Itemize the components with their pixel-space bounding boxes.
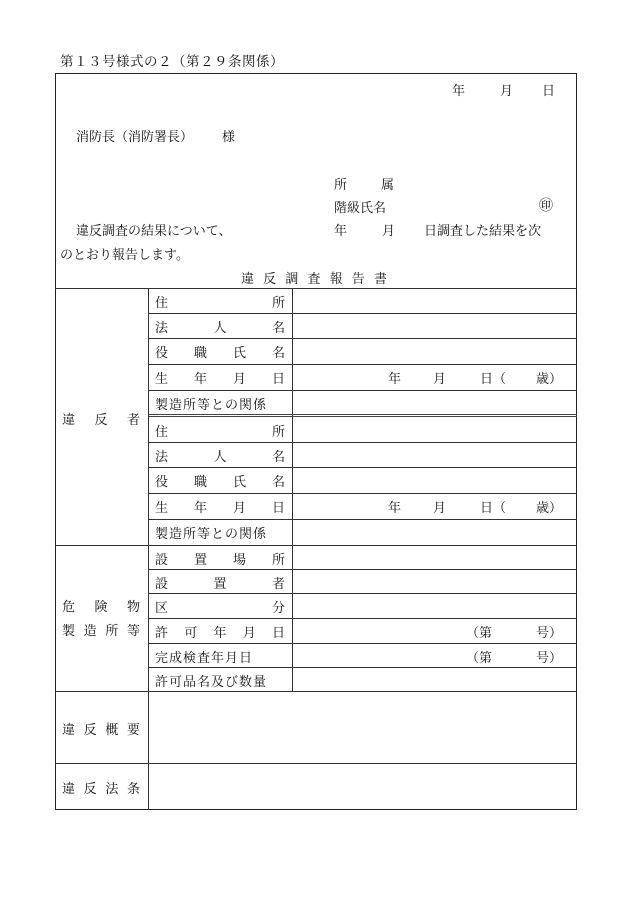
inspection-date-label: 完成検査年月日 [155,651,254,666]
body-line1-part1: 違反調査の結果について、 [76,224,232,239]
row-divider [148,390,577,391]
date-year: 年 [452,84,466,99]
section-divider [55,763,577,764]
person-separator [148,414,577,417]
section-divider [55,545,577,546]
body-line1-month: 月 [382,224,396,239]
birthdate-label: 生 年 月 日 [155,501,285,516]
body-line2: のとおり報告します。 [60,248,189,263]
corporation-name-label: 法 人 名 [155,321,285,336]
violator-heading: 違 反 者 [62,413,140,428]
row-divider [148,493,577,494]
row-divider [148,364,577,365]
column-divider [148,288,149,810]
row-divider [148,467,577,468]
date-day: 日 [542,84,556,99]
permit-number-close: 号） [536,626,563,641]
facility-heading-line2: 製 造 所 等 [62,624,140,639]
corporation-name-label: 法 人 名 [155,450,285,465]
report-title: 違 反 調 査 報 告 書 [241,272,387,287]
rank-name-label: 階級氏名 [334,201,387,216]
address-label: 住 所 [155,296,285,311]
row-divider [148,569,577,570]
row-divider [148,618,577,619]
category-label: 区 分 [155,601,285,616]
facility-heading-line1: 危 険 物 [62,600,140,615]
relation-label: 製造所等との関係 [155,398,268,413]
birth-month-unit: 月 [433,501,447,516]
position-name-label: 役 職 氏 名 [155,475,285,490]
section-divider [55,691,577,692]
addressee-honorific: 様 [222,130,236,145]
addressee-name: 消防長（消防署長） [76,130,194,145]
relation-label: 製造所等との関係 [155,527,268,542]
inspection-number-close: 号） [536,651,563,666]
address-label: 住 所 [155,425,285,440]
birth-year-unit: 年 [388,372,402,387]
birthdate-label: 生 年 月 日 [155,372,285,387]
violation-summary-label: 違 反 概 要 [62,723,140,738]
form-number: 第１３号様式の２（第２９条関係） [60,54,284,70]
birth-year-unit: 年 [388,501,402,516]
permit-number-open: （第 [466,626,493,641]
row-divider [148,313,577,314]
location-label: 設 置 場 所 [155,553,285,568]
row-divider [148,667,577,668]
permitted-items-label: 許可品名及び数量 [155,675,268,690]
age-unit: 歳） [536,501,563,516]
body-line1-part2: 日調査した結果を次 [424,224,542,239]
permit-date-label: 許 可 年 月 日 [155,626,285,641]
birth-day-unit: 日（ [480,372,507,387]
date-month: 月 [500,84,514,99]
row-divider [148,442,577,443]
row-divider [148,519,577,520]
affiliation-label: 所 属 [334,178,394,193]
row-divider [148,643,577,644]
birth-day-unit: 日（ [480,501,507,516]
age-unit: 歳） [536,372,563,387]
seal-mark: ㊞ [539,198,553,214]
violated-law-label: 違 反 法 条 [62,782,140,797]
inspection-number-open: （第 [466,651,493,666]
body-line1-year: 年 [334,224,348,239]
table-top-border [55,288,577,289]
position-name-label: 役 職 氏 名 [155,346,285,361]
row-divider [148,338,577,339]
row-divider [148,593,577,594]
installer-label: 設 置 者 [155,577,285,592]
column-divider [292,288,293,691]
birth-month-unit: 月 [433,372,447,387]
